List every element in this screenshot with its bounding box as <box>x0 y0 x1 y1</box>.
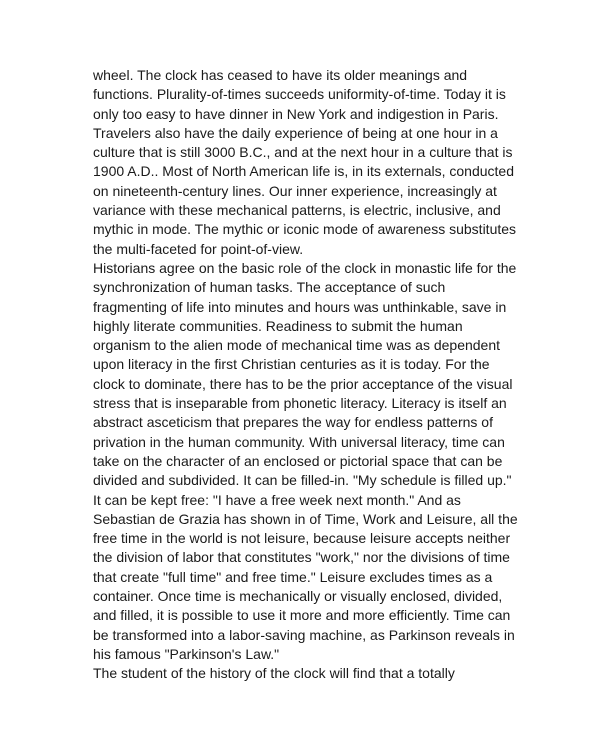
text-line: free time in the world is not leisure, because leisure accepts neither <box>93 530 511 547</box>
text-line: culture that is still 3000 B.C., and at the next hour in a culture that is <box>93 144 513 161</box>
text-line: be transformed into a labor-saving machine, as Parkinson reveals in <box>93 626 515 643</box>
text-line: organism to the alien mode of mechanical time was as dependent <box>93 337 501 354</box>
text-line: It can be kept free: "I have a free week next month." And as <box>93 491 461 508</box>
text-line: synchronization of human tasks. The acceptance of such <box>93 279 446 296</box>
text-line: wheel. The clock has ceased to have its older meanings and <box>93 67 468 83</box>
text-line: his famous "Parkinson's Law." <box>93 645 280 662</box>
text-line: that create "full time" and free time." Leisure excludes times as a <box>93 568 493 585</box>
text-line: privation in the human community. With universal literacy, time can <box>93 433 505 450</box>
text-line: variance with these mechanical patterns, is electric, inclusive, and <box>93 202 501 219</box>
text-line: clock to dominate, there has to be the prior acceptance of the visual <box>93 375 513 392</box>
text-line: Historians agree on the basic role of the clock in monastic life for the <box>93 259 517 276</box>
text-line: upon literacy in the first Christian centuries as it is today. For the <box>93 356 490 373</box>
text-line: abstract asceticism that prepares the way for endless patterns of <box>93 414 493 431</box>
text-line: The student of the history of the clock will find that a totally <box>93 665 455 682</box>
text-line: functions. Plurality-of-times succeeds uniformity-of-time. Today it is <box>93 86 506 103</box>
text-line: and filled, it is possible to use it more and more efficiently. Time can <box>93 607 511 624</box>
text-line: the multi-faceted for point-of-view. <box>93 240 304 257</box>
text-line: 1900 A.D.. Most of North American life is, in its externals, conducted <box>93 163 514 180</box>
text-line: fragmenting of life into minutes and hours was unthinkable, save in <box>93 298 507 315</box>
text-line: highly literate communities. Readiness to submit the human <box>93 317 463 334</box>
text-line: divided and subdivided. It can be filled-in. "My schedule is filled up." <box>93 472 512 489</box>
text-line: take on the character of an enclosed or pictorial space that can be <box>93 452 503 469</box>
text-line: Sebastian de Grazia has shown in of Time, Work and Leisure, all the <box>93 510 518 527</box>
text-line: stress that is inseparable from phonetic literacy. Literacy is itself an <box>93 395 507 412</box>
body-text <box>93 66 523 684</box>
text-line: on nineteenth-century lines. Our inner experience, increasingly at <box>93 182 497 199</box>
text-line: mythic in mode. The mythic or iconic mode of awareness substitutes <box>93 221 517 238</box>
text-line: only too easy to have dinner in New York and indigestion in Paris. <box>93 105 499 122</box>
text-line: the division of labor that constitutes "work," nor the divisions of time <box>93 549 510 566</box>
text-line: container. Once time is mechanically or visually enclosed, divided, <box>93 588 503 605</box>
text-line: Travelers also have the daily experience of being at one hour in a <box>93 124 498 141</box>
